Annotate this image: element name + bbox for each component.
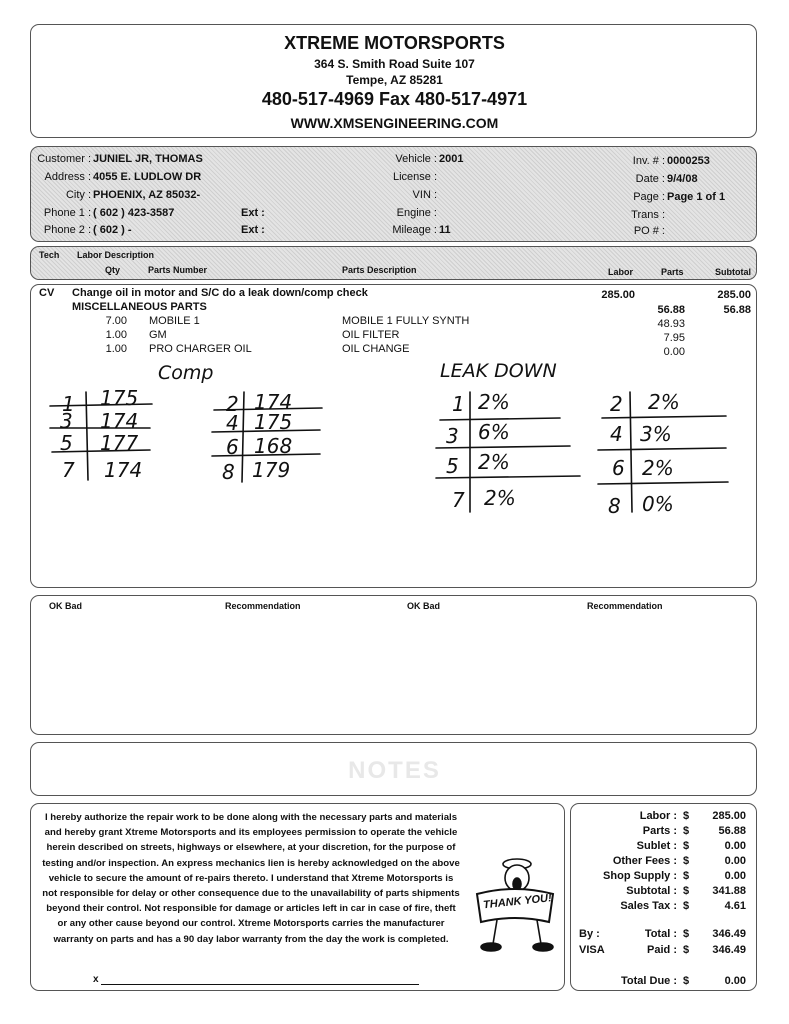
signature-line[interactable] [101, 984, 419, 985]
currency-sign: $ [683, 870, 690, 882]
grand-total-value: 346.49 [712, 928, 746, 940]
company-city: Tempe, AZ 85281 [346, 73, 443, 87]
cyl-number: 3 [446, 424, 459, 448]
invoice-label: Inv. # : [632, 155, 665, 167]
total-label: Sales Tax : [620, 900, 677, 912]
cyl-value: 3% [640, 422, 672, 446]
cyl-value: 177 [100, 431, 139, 455]
part-description: OIL CHANGE [342, 343, 410, 355]
ext1-label: Ext : [241, 207, 265, 219]
cyl-value: 2% [642, 456, 674, 480]
job-labor: 285.00 [601, 289, 635, 301]
cyl-value: 179 [252, 458, 291, 482]
currency-sign: $ [683, 855, 690, 867]
cyl-value: 174 [254, 390, 293, 414]
address-label: Address : [44, 171, 91, 183]
cyl-value: 0% [642, 492, 674, 516]
phone2-label: Phone 2 : [43, 224, 91, 236]
ok-bad-label-left: OK Bad [49, 601, 83, 611]
currency-sign: $ [683, 928, 690, 940]
job-subtotal: 285.00 [717, 289, 751, 301]
authorization-panel [30, 803, 565, 991]
cyl-value: 174 [100, 409, 139, 433]
po-label: PO # : [633, 225, 665, 237]
customer-city: PHOENIX, AZ 85032- [93, 189, 201, 201]
total-due-value: 0.00 [724, 975, 746, 987]
cyl-number: 8 [608, 494, 621, 518]
total-label: Other Fees : [612, 855, 677, 867]
total-label: Parts : [642, 825, 677, 837]
cyl-number: 8 [222, 460, 235, 484]
cyl-number: 6 [612, 456, 625, 480]
total-value: 0.00 [724, 855, 746, 867]
thank-you-banner: THANK YOU! [482, 892, 553, 912]
cyl-number: 1 [62, 392, 75, 416]
customer-phone2: ( 602 ) - [93, 224, 132, 236]
job-tech: CV [39, 287, 55, 299]
cyl-value: 2% [478, 390, 510, 414]
cyl-value: 2% [484, 486, 516, 510]
engine-label: Engine : [396, 207, 437, 219]
category-subtotal: 56.88 [723, 304, 751, 316]
part-qty: 1.00 [105, 329, 127, 341]
job-description: Change oil in motor and S/C do a leak down/comp check [72, 287, 368, 299]
cyl-number: 4 [610, 422, 623, 446]
currency-sign: $ [683, 840, 690, 852]
col-labor-description: Labor Description [77, 250, 155, 260]
ext2-label: Ext : [241, 224, 265, 236]
total-value: 341.88 [712, 885, 746, 897]
cyl-value: 175 [100, 386, 139, 410]
recommendation-panel [30, 595, 757, 735]
total-label: Sublet : [636, 840, 677, 852]
part-number: MOBILE 1 [149, 315, 200, 327]
customer-address: 4055 E. LUDLOW DR [93, 171, 202, 183]
company-street: 364 S. Smith Road Suite 107 [314, 57, 475, 71]
total-value: 0.00 [724, 840, 746, 852]
cyl-value: 6% [478, 420, 510, 444]
total-label: Labor : [639, 810, 677, 822]
col-qty: Qty [105, 265, 121, 275]
cyl-number: 7 [62, 458, 75, 482]
totals-panel [570, 803, 757, 991]
col-parts: Parts [661, 267, 684, 277]
payment-method: VISA [579, 944, 605, 956]
vin-label: VIN : [412, 189, 437, 201]
cyl-number: 2 [610, 392, 623, 416]
col-labor: Labor [608, 267, 634, 277]
page-value: Page 1 of 1 [667, 191, 726, 203]
customer-phone1: ( 602 ) 423-3587 [93, 207, 175, 219]
currency-sign: $ [683, 944, 690, 956]
col-tech: Tech [39, 250, 60, 260]
cyl-number: 1 [452, 392, 465, 416]
recommendation-label-left: Recommendation [225, 601, 301, 611]
ok-bad-label-right: OK Bad [407, 601, 441, 611]
cyl-number: 3 [60, 409, 73, 433]
company-phones: 480-517-4969 Fax 480-517-4971 [261, 89, 528, 109]
trans-label: Trans : [631, 209, 665, 221]
cyl-value: 174 [104, 458, 143, 482]
date-label: Date : [635, 173, 665, 185]
comp-title: Comp [158, 362, 214, 384]
total-value: 0.00 [724, 870, 746, 882]
leak-down-title: LEAK DOWN [440, 360, 557, 382]
paid-label: Paid : [647, 944, 677, 956]
page-label: Page : [633, 191, 665, 203]
col-parts-description: Parts Description [342, 265, 417, 275]
total-label: Subtotal : [626, 885, 677, 897]
part-description: MOBILE 1 FULLY SYNTH [342, 315, 470, 327]
currency-sign: $ [683, 975, 690, 987]
col-subtotal: Subtotal [715, 267, 751, 277]
notes-panel [30, 742, 757, 796]
cyl-number: 6 [226, 435, 239, 459]
currency-sign: $ [683, 825, 690, 837]
part-number: PRO CHARGER OIL [149, 343, 252, 355]
company-name: XTREME MOTORSPORTS [284, 33, 505, 53]
cyl-value: 175 [254, 410, 293, 434]
cyl-number: 5 [446, 454, 459, 478]
mileage-value: 11 [439, 224, 451, 236]
parts-category: MISCELLANEOUS PARTS [72, 301, 207, 313]
notes-label: NOTES [348, 757, 441, 784]
cyl-number: 5 [60, 431, 73, 455]
total-value: 4.61 [724, 900, 746, 912]
customer-label: Customer : [37, 153, 91, 165]
currency-sign: $ [683, 885, 690, 897]
col-parts-number: Parts Number [148, 265, 208, 275]
invoice-number: 0000253 [667, 155, 710, 167]
signature-mark: x [93, 974, 99, 985]
customer-name: JUNIEL JR, THOMAS [93, 153, 203, 165]
part-description: OIL FILTER [342, 329, 400, 341]
cyl-number: 7 [452, 488, 465, 512]
vehicle-value: 2001 [439, 153, 464, 165]
total-label: Shop Supply : [603, 870, 677, 882]
part-number: GM [149, 329, 167, 341]
part-price: 0.00 [663, 346, 685, 358]
mileage-label: Mileage : [392, 224, 437, 236]
cyl-value: 168 [254, 434, 293, 458]
cyl-number: 2 [226, 392, 239, 416]
cyl-value: 2% [478, 450, 510, 474]
recommendation-label-right: Recommendation [587, 601, 663, 611]
total-value: 56.88 [718, 825, 746, 837]
cyl-number: 4 [226, 411, 239, 435]
category-parts: 56.88 [657, 304, 685, 316]
part-qty: 1.00 [105, 343, 127, 355]
total-value: 285.00 [712, 810, 746, 822]
currency-sign: $ [683, 810, 690, 822]
phone1-label: Phone 1 : [43, 207, 91, 219]
total-due-label: Total Due : [620, 975, 677, 987]
by-label: By : [579, 928, 600, 940]
invoice-date: 9/4/08 [667, 173, 698, 185]
part-price: 7.95 [663, 332, 685, 344]
license-label: License : [392, 171, 437, 183]
part-qty: 7.00 [105, 315, 127, 327]
thank-you-illustration [467, 854, 563, 954]
currency-sign: $ [683, 900, 690, 912]
cyl-value: 2% [648, 390, 680, 414]
vehicle-label: Vehicle : [395, 153, 437, 165]
authorization-text: I hereby authorize the repair work to be done along with the necessary parts and materials and hereby grant Xtreme Motorsports and its employees permission to operate the vehicle herein described on streets, highways or elsewhere, at your discretion, for the purpose of testing and/or inspection. An express mechanics lien is hereby acknowledged on the above vehicle to secure the amount of re-pairs thereto. I understand that Xtreme Motorsports is not responsible for delay or other consequence due to the unavailability of parts shipments beyond their control. Not responsible for damage or articles left in car in case of fire, theft or any other cause beyond our control. Xtreme Motorsports carries the manufacturer warranty on parts and has a 90 day labor warranty from the day the work is completed. [42, 812, 460, 945]
city-label: City : [65, 189, 91, 201]
paid-value: 346.49 [712, 944, 746, 956]
part-price: 48.93 [657, 318, 685, 330]
company-website: WWW.XMSENGINEERING.COM [290, 115, 499, 131]
grand-total-label: Total : [644, 928, 677, 940]
